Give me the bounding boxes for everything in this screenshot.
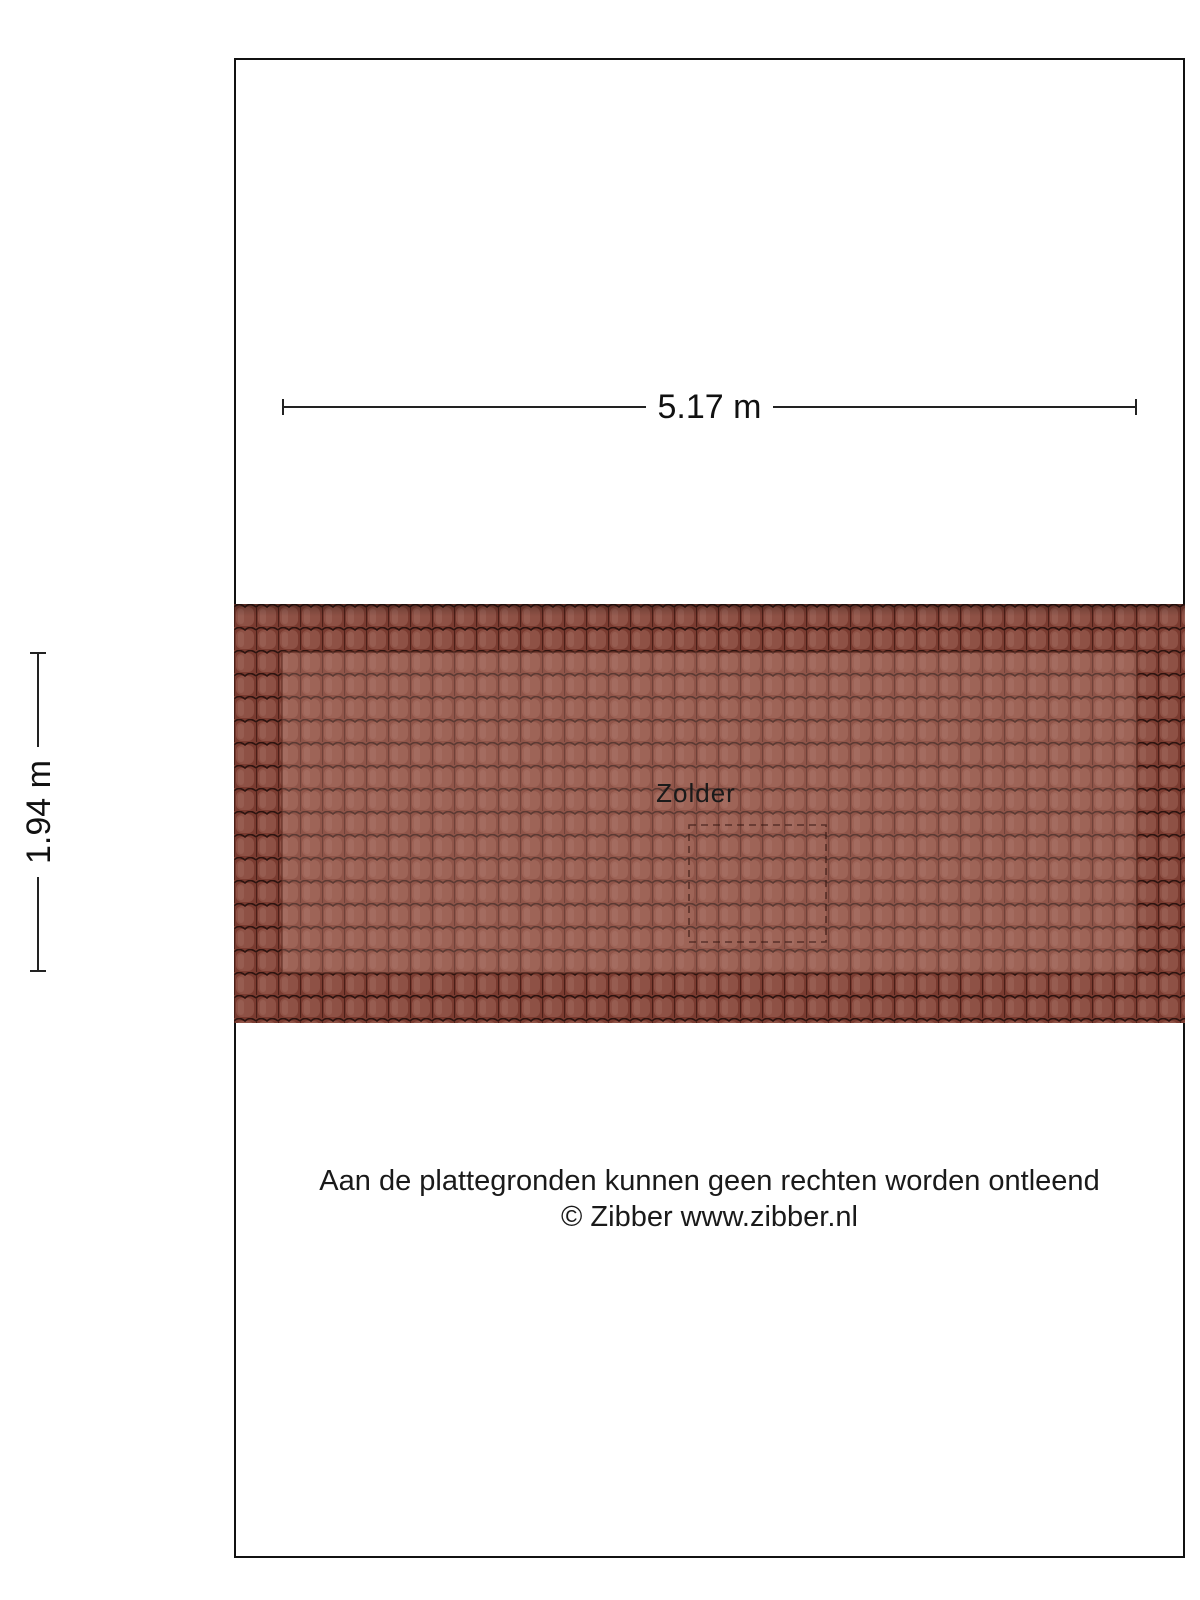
depth-dimension (22, 652, 56, 972)
width-label: 5.17 m (646, 388, 774, 426)
roof-tiles-icon (234, 604, 1185, 1023)
width-label-wrap (282, 390, 1137, 424)
copyright-text: © Zibber www.zibber.nl (561, 1201, 858, 1233)
disclaimer-text: Aan de plattegronden kunnen geen rechten worden ontleend (319, 1165, 1100, 1197)
width-dimension (282, 390, 1137, 424)
dimension-tick-bottom (30, 970, 46, 972)
dimension-line-top (37, 652, 39, 747)
depth-label: 1.94 m (20, 760, 58, 864)
dimension-line-bottom (37, 877, 39, 972)
room-label-zolder: Zolder (656, 778, 736, 808)
